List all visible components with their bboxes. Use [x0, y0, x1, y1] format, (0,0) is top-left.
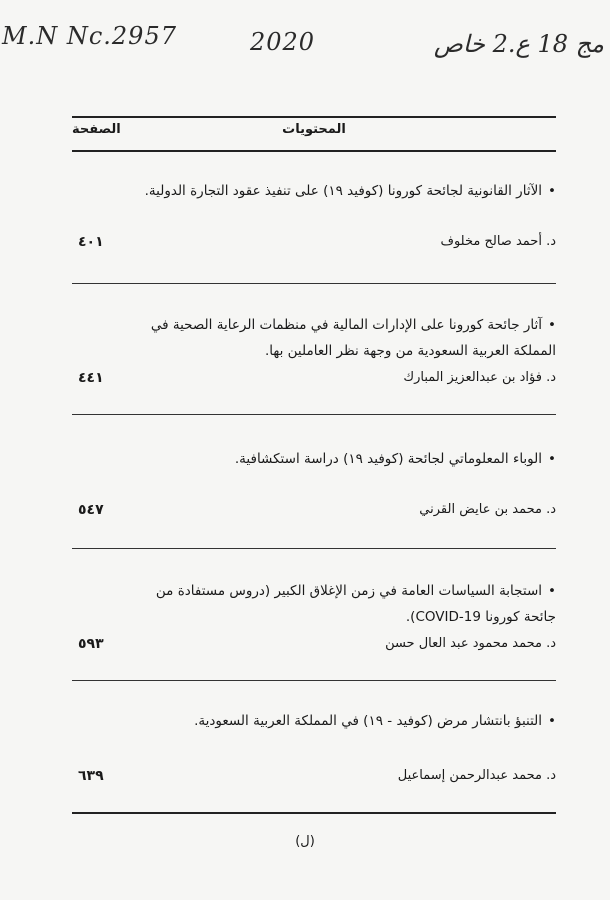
entry-author: د. أحمد صالح مخلوف [440, 234, 556, 249]
entry-divider [72, 414, 556, 415]
entry-page-number: ٤٠١ [78, 234, 104, 250]
entry-title-text: التنبؤ بانتشار مرض (كوفيد - ١٩) في المملكة العربية السعودية. [194, 713, 543, 729]
handwritten-volume-note: مج 18 ع.2 خاص [433, 30, 604, 58]
entry-author: د. محمد بن عايض القرني [419, 502, 556, 517]
entry-page-number: ٤٤١ [78, 370, 104, 386]
page-marker: (ل) [295, 834, 315, 849]
bullet: • [548, 451, 556, 467]
entry-title [126, 178, 556, 204]
bullet: • [548, 317, 556, 333]
contents-header [72, 122, 556, 144]
entry-author: د. فؤاد بن عبدالعزيز المبارك [403, 370, 556, 385]
entry-divider [72, 548, 556, 549]
entry-title [126, 578, 556, 630]
entry-title-text: آثار جائحة كورونا على الإدارات المالية في منظمات الرعاية الصحية في المملكة العربية السعودية من وجهة نظر العاملين بها. [150, 317, 556, 359]
entry-divider [72, 680, 556, 681]
entry-title-text: استجابة السياسات العامة في زمن الإغلاق الكبير (دروس مستفادة من جائحة كورونا COVID-19). [155, 583, 556, 625]
entry-author: د. محمد محمود عبد العال حسن [385, 636, 556, 651]
entry-author: د. محمد عبدالرحمن إسماعيل [397, 768, 556, 783]
bottom-rule [72, 812, 556, 814]
entry-title-text: الآثار القانونية لجائحة كورونا (كوفيد ١٩) على تنفيذ عقود التجارة الدولية. [144, 183, 543, 199]
bullet: • [548, 183, 556, 199]
entry-title [126, 708, 556, 734]
entry-title [126, 446, 556, 472]
handwritten-reference: M.N Nc.2957 [2, 22, 177, 50]
handwritten-year: 2020 [250, 28, 316, 56]
entry-title-text: الوباء المعلوماتي لجائحة (كوفيد ١٩) دراسة استكشافية. [234, 451, 543, 467]
bullet: • [548, 713, 556, 729]
top-rule [72, 116, 556, 118]
entry-page-number: ٦٣٩ [78, 768, 104, 784]
entry-divider [72, 283, 556, 284]
entry-page-number: ٥٤٧ [78, 502, 104, 518]
bullet: • [548, 583, 556, 599]
entry-page-number: ٥٩٣ [78, 636, 104, 652]
page-column-heading: الصفحة [72, 122, 121, 137]
contents-heading: المحتويات [282, 122, 346, 137]
header-rule [72, 150, 556, 152]
entry-title [126, 312, 556, 364]
